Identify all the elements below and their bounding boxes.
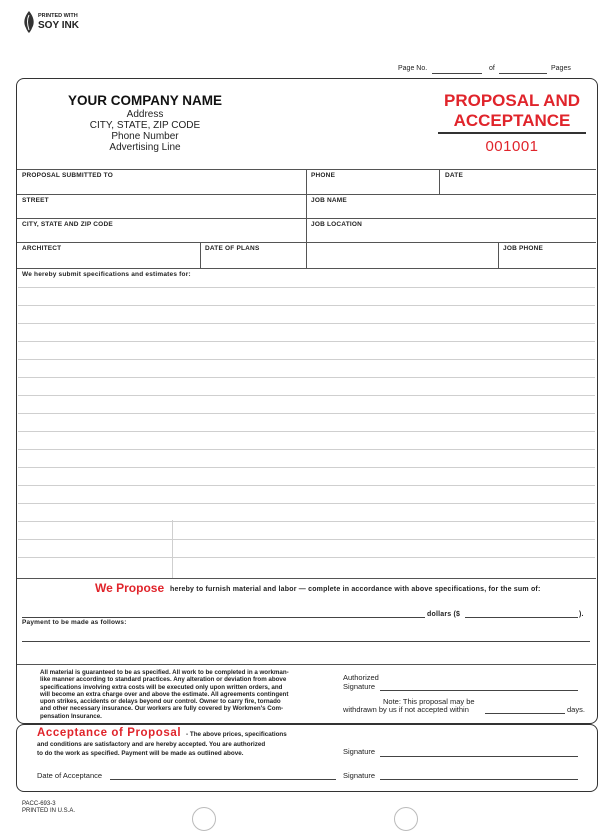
ruled-divider [172, 520, 173, 578]
ruled-line [18, 395, 595, 396]
authorized-label: Authorized [343, 673, 379, 682]
acceptance-signature2-label: Signature [343, 771, 376, 780]
job-name-field[interactable]: JOB NAME [311, 197, 347, 204]
ruled-line [18, 323, 595, 324]
guarantee-line: and other necessary insurance. Our workers are fully covered by Workmen's Com- [40, 705, 284, 713]
date-field[interactable]: DATE [445, 172, 464, 179]
pages-field[interactable] [499, 73, 547, 74]
guarantee-text [40, 669, 335, 720]
acceptance-signature-field[interactable] [380, 756, 578, 757]
days-label: days. [567, 705, 585, 714]
acceptance-heading: Acceptance of Proposal [37, 727, 182, 739]
grid-line [200, 242, 201, 268]
acceptance-signature2-field[interactable] [380, 779, 578, 780]
architect-field[interactable]: ARCHITECT [22, 245, 62, 252]
footer-printed: PRINTED IN U.S.A. [22, 808, 76, 814]
ruled-line [18, 341, 595, 342]
street-field[interactable]: STREET [22, 197, 49, 204]
grid-line [439, 169, 440, 194]
payment-divider [17, 664, 596, 665]
punch-hole [192, 807, 216, 831]
ruled-line [18, 521, 595, 522]
acceptance-line1: - The above prices, specifications [186, 731, 287, 738]
acceptance-line2: and conditions are satisfactory and are hereby accepted. You are authorized [37, 741, 266, 748]
we-propose-text: hereby to furnish material and labor — complete in accordance with above specifications, for the sum of: [170, 586, 541, 593]
soy-leaf-icon [22, 10, 36, 34]
guarantee-line: All material is guaranteed to be as specified. All work to be completed in a workman- [40, 669, 289, 676]
of-label: of [489, 65, 495, 72]
note-line2: withdrawn by us if not accepted within [343, 705, 469, 714]
ruled-line [18, 431, 595, 432]
ruled-line [18, 287, 595, 288]
guarantee-line: will become an extra charge over and above the estimate. All agreements contingent [40, 690, 289, 698]
city-state-zip-field[interactable]: CITY, STATE AND ZIP CODE [22, 221, 113, 228]
guarantee-line: like manner according to standard practices. Any alteration or deviation from above [40, 676, 287, 684]
acceptance-line3: to do the work as specified. Payment will be made as outlined above. [37, 750, 244, 757]
title-line2: ACCEPTANCE [453, 111, 571, 130]
date-of-acceptance-label: Date of Acceptance [37, 771, 103, 780]
page-no-field[interactable] [432, 73, 482, 74]
phone-field[interactable]: PHONE [311, 172, 336, 179]
ruled-line [18, 377, 595, 378]
ruled-line [18, 485, 595, 486]
authorized-signature-field[interactable] [380, 690, 578, 691]
ruled-line [18, 467, 595, 468]
company-phone: Phone Number [111, 131, 179, 142]
title-line1: PROPOSAL AND [443, 91, 581, 110]
days-field[interactable] [485, 713, 565, 714]
soy-ink-logo [22, 10, 84, 36]
ruled-line [18, 503, 595, 504]
company-address: Address [126, 109, 164, 120]
guarantee-line: upon strikes, accidents or delays beyond our control. Owner to carry fire, tornado [40, 698, 281, 706]
grid-line [17, 268, 596, 269]
grid-line [498, 242, 499, 268]
guarantee-line: pensation Insurance. [40, 712, 102, 720]
company-advertising: Advertising Line [109, 142, 181, 153]
payment-label: Payment to be made as follows: [22, 619, 127, 626]
proposal-submitted-to-field[interactable]: PROPOSAL SUBMITTED TO [22, 172, 113, 179]
logo-line1: PRINTED WITH [38, 13, 78, 19]
ruled-line [18, 359, 595, 360]
footer-code: PACC-693-3 [22, 801, 56, 807]
specs-label: We hereby submit specifications and estimates for: [22, 271, 191, 278]
ruled-line [18, 539, 595, 540]
propose-divider [17, 578, 596, 579]
note-line1: Note: This proposal may be [383, 697, 475, 706]
title-block [438, 91, 586, 155]
job-phone-field[interactable]: JOB PHONE [503, 245, 544, 252]
job-location-field[interactable]: JOB LOCATION [311, 221, 363, 228]
dollars-label: dollars ($ [427, 611, 461, 618]
we-propose-heading: We Propose [95, 581, 165, 595]
ruled-line [18, 557, 595, 558]
punch-hole [394, 807, 418, 831]
guarantee-line: specifications involving extra costs will be executed only upon written orders, and [40, 683, 283, 691]
pages-label: Pages [551, 65, 571, 72]
form-number: 001001 [485, 137, 539, 155]
dollars-amount-field[interactable] [465, 617, 578, 618]
company-city: CITY, STATE, ZIP CODE [89, 120, 201, 131]
date-of-plans-field[interactable]: DATE OF PLANS [205, 245, 260, 252]
page-no-label: Page No. [398, 65, 428, 72]
company-block [60, 93, 230, 153]
logo-line2: SOY INK [38, 20, 79, 31]
date-of-acceptance-field[interactable] [110, 779, 336, 780]
grid-line [306, 169, 307, 268]
company-name: YOUR COMPANY NAME [67, 93, 222, 108]
payment-field[interactable] [22, 641, 590, 642]
ruled-line [18, 305, 595, 306]
title-rule [438, 132, 586, 134]
dollars-close: ). [579, 611, 584, 618]
authorized-signature-label: Signature [343, 682, 376, 691]
ruled-line [18, 413, 595, 414]
acceptance-signature-label: Signature [343, 747, 376, 756]
ruled-line [18, 449, 595, 450]
sum-words-field[interactable] [22, 617, 425, 618]
